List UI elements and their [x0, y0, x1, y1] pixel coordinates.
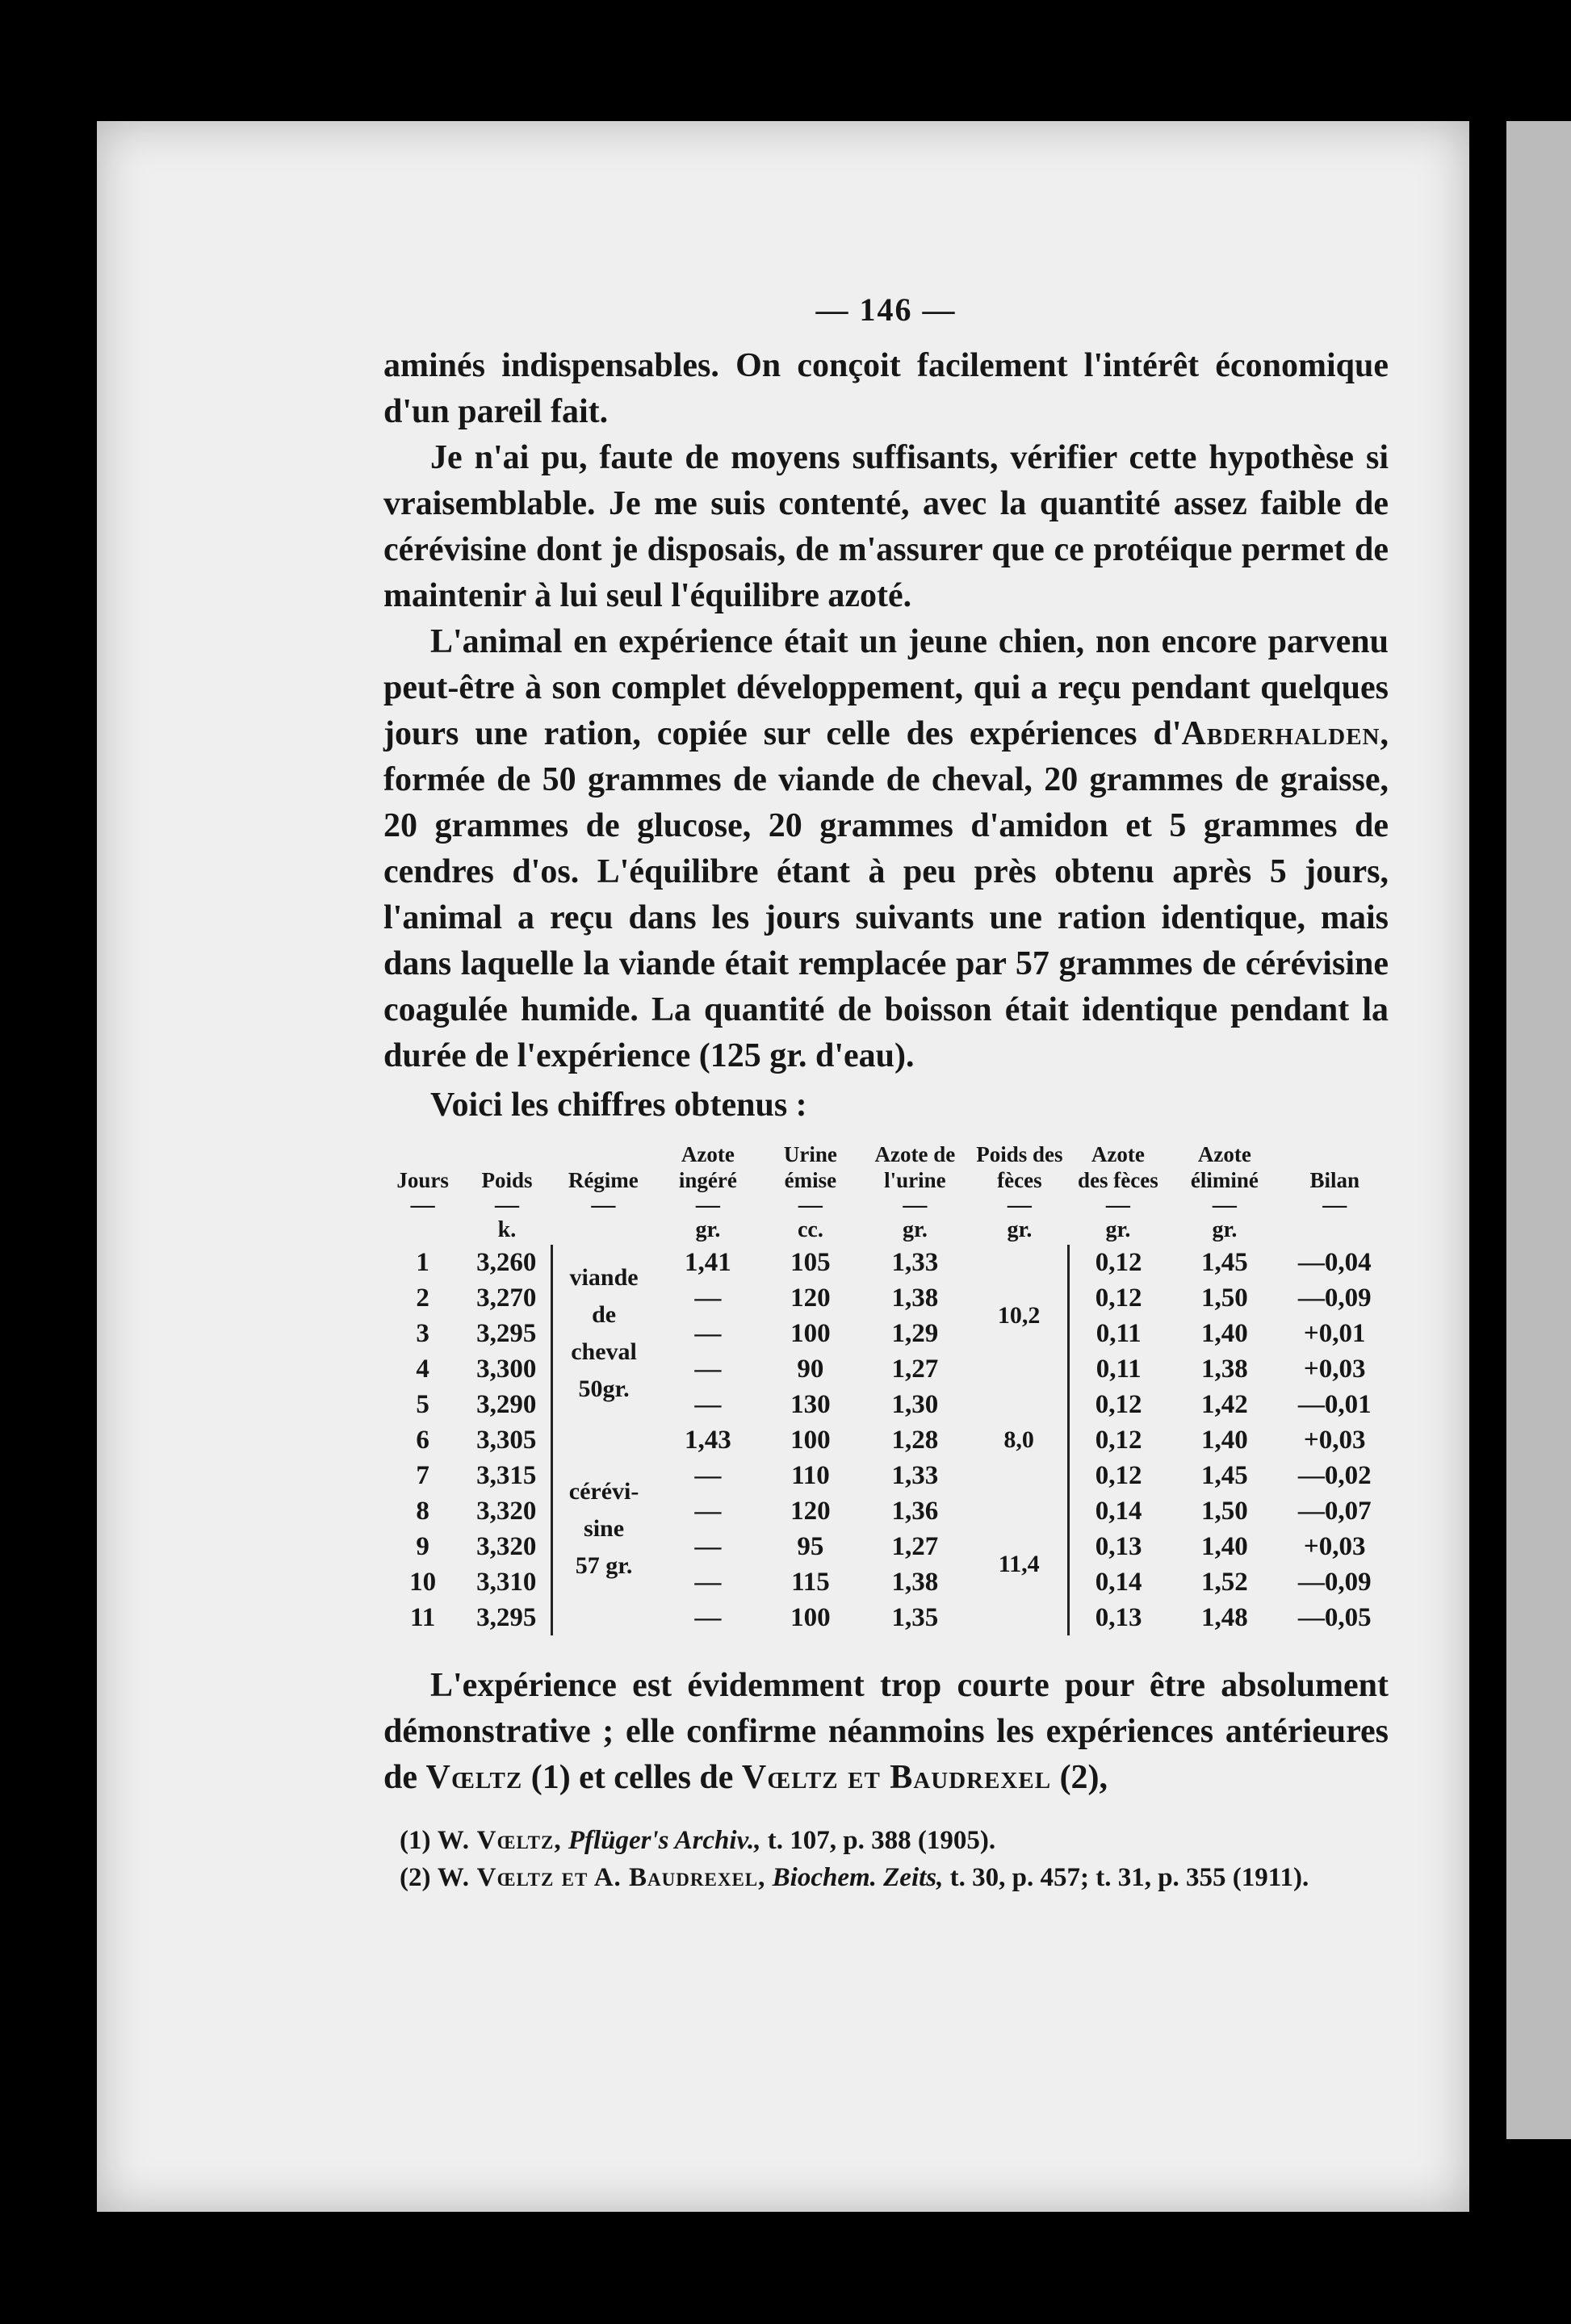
dash: —: [695, 1191, 720, 1218]
cell-bilan: —0,01: [1297, 1389, 1372, 1419]
footnote-details: t. 30, p. 457; t. 31, p. 355 (1911).: [949, 1863, 1309, 1892]
cell-poids: 3,315: [476, 1460, 537, 1490]
table-row: [383, 1316, 1388, 1351]
cell-azote-feces: 0,12: [1095, 1283, 1142, 1313]
cell-azote-elimine: 1,40: [1201, 1425, 1248, 1455]
cell-azote-urine: 1,27: [891, 1354, 939, 1384]
regime-line: sine: [584, 1515, 625, 1542]
cell-azote-urine: 1,33: [891, 1460, 939, 1490]
cell-azote-urine: 1,30: [891, 1389, 939, 1419]
paragraph-3: [383, 619, 1389, 1079]
dash: —: [410, 1191, 435, 1218]
unit: cc.: [797, 1217, 823, 1242]
regime-line: viande: [569, 1264, 639, 1291]
header-azote-urine: Azote de l'urine: [874, 1142, 956, 1192]
header-jours: Jours: [396, 1168, 449, 1192]
cell-azote-elimine: 1,50: [1201, 1496, 1248, 1526]
cell-azote-elimine: 1,45: [1201, 1460, 1248, 1490]
header-regime: Régime: [568, 1168, 639, 1192]
cell-azote-ingere: —: [694, 1389, 722, 1419]
table-row: [383, 1529, 1388, 1564]
paragraph-1: aminés indispensables. On conçoit facilement l'intérêt économique d'un pareil fait.: [383, 347, 1389, 430]
table-row: [383, 1493, 1388, 1529]
cell-urine: 120: [790, 1283, 831, 1313]
table-row: [383, 1422, 1388, 1458]
cell-bilan: —0,04: [1297, 1247, 1372, 1277]
cell-bilan: +0,01: [1303, 1318, 1366, 1348]
unit: gr.: [695, 1217, 721, 1242]
cell-azote-ingere: —: [694, 1602, 722, 1632]
table-row: [383, 1280, 1388, 1316]
regime-line: 50gr.: [578, 1376, 630, 1402]
cell-azote-elimine: 1,52: [1201, 1567, 1248, 1597]
unit: gr.: [1105, 1217, 1131, 1242]
cell-azote-feces: 0,11: [1096, 1318, 1142, 1348]
header-urine-emise: Urine émise: [783, 1142, 837, 1192]
cell-bilan: +0,03: [1303, 1425, 1366, 1455]
cell-azote-feces: 0,13: [1095, 1602, 1142, 1632]
paragraph-3-text-b: , formée de 50 grammes de viande de cheval, 20 grammes de graisse, 20 grammes de glucose, 20 grammes d'amidon et 5 grammes de cendres d'os. L'équilibre étant à peu près obtenu après 5 jours, l'animal a reçu dans les jours suivants une ration identique, mais dans laquelle la viande était remplacée par 57 grammes de cérévisine coagulée humide. La quantité de boisson était identique pendant la durée de l'expérience (125 gr. d'eau).: [383, 715, 1389, 1074]
cell-urine: 105: [790, 1247, 831, 1277]
closing-paragraph: [383, 1663, 1389, 1801]
table-row: [383, 1245, 1388, 1280]
cell-urine: 100: [790, 1318, 831, 1348]
footnote-journal: Pflüger's Archiv.,: [568, 1826, 761, 1855]
cell-azote-ingere: —: [694, 1354, 722, 1384]
cell-poids: 3,295: [476, 1602, 537, 1632]
cell-poids: 3,320: [476, 1531, 537, 1561]
cell-azote-urine: 1,28: [891, 1425, 939, 1455]
footnote-journal: Biochem. Zeits,: [772, 1863, 944, 1892]
table-row: [383, 1458, 1388, 1493]
dash: —: [903, 1191, 928, 1218]
table-row: [383, 1564, 1388, 1600]
cell-urine: 115: [791, 1567, 830, 1597]
page-number: — 146 —: [815, 291, 957, 328]
cell-azote-ingere: —: [694, 1460, 722, 1490]
cell-azote-feces: 0,12: [1095, 1425, 1142, 1455]
poids-feces-group-2: 8,0: [970, 1387, 1069, 1493]
cell-azote-urine: 1,38: [891, 1283, 939, 1313]
cell-urine: 100: [790, 1425, 831, 1455]
cell-azote-elimine: 1,42: [1201, 1389, 1248, 1419]
cell-urine: 120: [790, 1496, 831, 1526]
cell-bilan: —0,09: [1297, 1283, 1372, 1313]
cell-azote-ingere: —: [694, 1531, 722, 1561]
cell-jour: 5: [416, 1389, 429, 1419]
regime-line: de: [592, 1301, 617, 1328]
footnotes: [383, 1822, 1389, 1896]
unit: [1282, 1216, 1388, 1245]
cell-bilan: +0,03: [1303, 1531, 1366, 1561]
footnote-author: W. Vœltz et A. Baudrexel,: [437, 1863, 766, 1892]
cell-azote-urine: 1,33: [891, 1247, 939, 1277]
cell-azote-ingere: —: [694, 1283, 722, 1313]
cell-poids: 3,260: [476, 1247, 537, 1277]
poids-feces-group-1: 10,2: [970, 1245, 1069, 1387]
cell-jour: 11: [410, 1602, 436, 1632]
cell-bilan: —0,05: [1297, 1602, 1372, 1632]
cell-jour: 10: [409, 1567, 437, 1597]
cell-azote-feces: 0,12: [1095, 1460, 1142, 1490]
cell-bilan: —0,09: [1297, 1567, 1372, 1597]
cell-azote-ingere: 1,43: [685, 1425, 731, 1455]
cell-azote-feces: 0,12: [1095, 1389, 1142, 1419]
unit: [383, 1216, 462, 1245]
cell-jour: 8: [416, 1496, 429, 1526]
cell-bilan: —0,02: [1297, 1460, 1372, 1490]
regime-line: cheval: [571, 1338, 637, 1365]
cell-bilan: +0,03: [1303, 1354, 1366, 1384]
regime-group-cerevisine: [552, 1422, 655, 1635]
cell-azote-urine: 1,36: [891, 1496, 939, 1526]
cell-poids: 3,310: [476, 1567, 537, 1597]
poids-feces-group-3: 11,4: [970, 1493, 1069, 1635]
cell-azote-elimine: 1,38: [1201, 1354, 1248, 1384]
cell-azote-feces: 0,11: [1096, 1354, 1142, 1384]
cell-jour: 4: [416, 1354, 429, 1384]
cell-azote-ingere: —: [694, 1318, 722, 1348]
header-azote-feces: Azote des fèces: [1078, 1142, 1158, 1192]
cell-poids: 3,295: [476, 1318, 537, 1348]
cell-azote-feces: 0,14: [1095, 1496, 1142, 1526]
header-azote-elimine: Azote éliminé: [1190, 1142, 1259, 1192]
table-row: [383, 1351, 1388, 1387]
page-content: [383, 291, 1389, 1896]
cell-urine: 130: [790, 1389, 831, 1419]
cell-azote-urine: 1,35: [891, 1602, 939, 1632]
unit: [552, 1216, 655, 1245]
cell-azote-urine: 1,27: [891, 1531, 939, 1561]
cell-azote-feces: 0,12: [1095, 1247, 1142, 1277]
cell-azote-ingere: —: [694, 1567, 722, 1597]
dash: —: [1105, 1191, 1130, 1218]
footnote-details: t. 107, p. 388 (1905).: [767, 1826, 996, 1855]
cell-jour: 1: [416, 1247, 429, 1277]
cell-azote-ingere: 1,41: [685, 1247, 731, 1277]
header-poids-feces: Poids des fèces: [976, 1142, 1063, 1192]
cell-azote-feces: 0,14: [1095, 1567, 1142, 1597]
regime-line: 57 gr.: [575, 1552, 633, 1579]
cell-urine: 100: [790, 1602, 831, 1632]
footnote-1: [383, 1822, 1389, 1859]
cell-azote-feces: 0,13: [1095, 1531, 1142, 1561]
cell-jour: 3: [416, 1318, 429, 1348]
dash: —: [1007, 1191, 1032, 1218]
cell-poids: 3,290: [476, 1389, 537, 1419]
table-header-row: [383, 1141, 1388, 1195]
dash: —: [494, 1191, 519, 1218]
dash: —: [1212, 1191, 1237, 1218]
cell-poids: 3,305: [476, 1425, 537, 1455]
header-bilan: Bilan: [1309, 1168, 1359, 1192]
closing-text-c: (2),: [1051, 1759, 1108, 1796]
cell-azote-ingere: —: [694, 1496, 722, 1526]
dash: —: [1322, 1191, 1347, 1218]
cell-azote-urine: 1,38: [891, 1567, 939, 1597]
cell-jour: 9: [416, 1531, 429, 1561]
cell-azote-elimine: 1,40: [1201, 1318, 1248, 1348]
cell-azote-elimine: 1,50: [1201, 1283, 1248, 1313]
results-table: [383, 1141, 1389, 1635]
cell-azote-elimine: 1,40: [1201, 1531, 1248, 1561]
cell-poids: 3,300: [476, 1354, 537, 1384]
footnote-2: [383, 1859, 1389, 1896]
closing-text-a: L'expérience est évidemment trop courte pour être absolument démonstrative ; elle confirme néanmoins les expériences antérieures de: [383, 1667, 1389, 1796]
footnote-number: (2): [400, 1863, 431, 1892]
header-azote-ingere: Azote ingéré: [678, 1142, 737, 1192]
units-row: [383, 1216, 1388, 1245]
header-poids: Poids: [481, 1168, 533, 1192]
cell-poids: 3,270: [476, 1283, 537, 1313]
cell-urine: 90: [797, 1354, 824, 1384]
author-voeltz: Vœltz: [425, 1759, 523, 1796]
regime-line: cérévi-: [568, 1478, 639, 1505]
adjacent-page-edge: [1506, 121, 1571, 2139]
cell-azote-urine: 1,29: [891, 1318, 939, 1348]
cell-urine: 95: [797, 1531, 824, 1561]
cell-jour: 2: [416, 1283, 429, 1313]
closing-text-b: (1) et celles de: [522, 1759, 742, 1796]
table-row: [383, 1600, 1388, 1635]
paragraph-2: Je n'ai pu, faute de moyens suffisants, vérifier cette hypothèse si vraisemblable. Je me suis contenté, avec la quantité assez faible de cérévisine dont je disposais, de m'assurer que ce protéique permet de maintenir à lui seul l'équilibre azoté.: [383, 439, 1389, 614]
paragraph-3-text-a: L'animal en expérience était un jeune chien, non encore parvenu peut-être à son complet développement, qui a reçu pendant quelques jours une ration, copiée sur celle des expériences d': [383, 623, 1389, 752]
footnote-author: W. Vœltz,: [437, 1826, 562, 1855]
regime-group-viande: [552, 1245, 655, 1422]
cell-azote-elimine: 1,48: [1201, 1602, 1248, 1632]
cell-jour: 7: [416, 1460, 429, 1490]
cell-urine: 110: [791, 1460, 830, 1490]
dash: —: [591, 1191, 616, 1218]
footnote-number: (1): [400, 1826, 431, 1855]
dash: —: [798, 1191, 823, 1218]
author-voeltz-baudrexel: Vœltz et Baudrexel: [741, 1759, 1052, 1796]
cell-azote-elimine: 1,45: [1201, 1247, 1248, 1277]
unit: gr.: [902, 1217, 928, 1242]
cell-jour: 6: [416, 1425, 429, 1455]
dash-row: [383, 1195, 1388, 1216]
cell-poids: 3,320: [476, 1496, 537, 1526]
table-row: [383, 1387, 1388, 1422]
author-abderhalden: Abderhalden: [1181, 715, 1380, 752]
table-intro: Voici les chiffres obtenus :: [430, 1087, 807, 1124]
cell-bilan: —0,07: [1297, 1496, 1372, 1526]
unit: k.: [497, 1217, 517, 1242]
unit: gr.: [1007, 1217, 1033, 1242]
unit: gr.: [1212, 1217, 1238, 1242]
